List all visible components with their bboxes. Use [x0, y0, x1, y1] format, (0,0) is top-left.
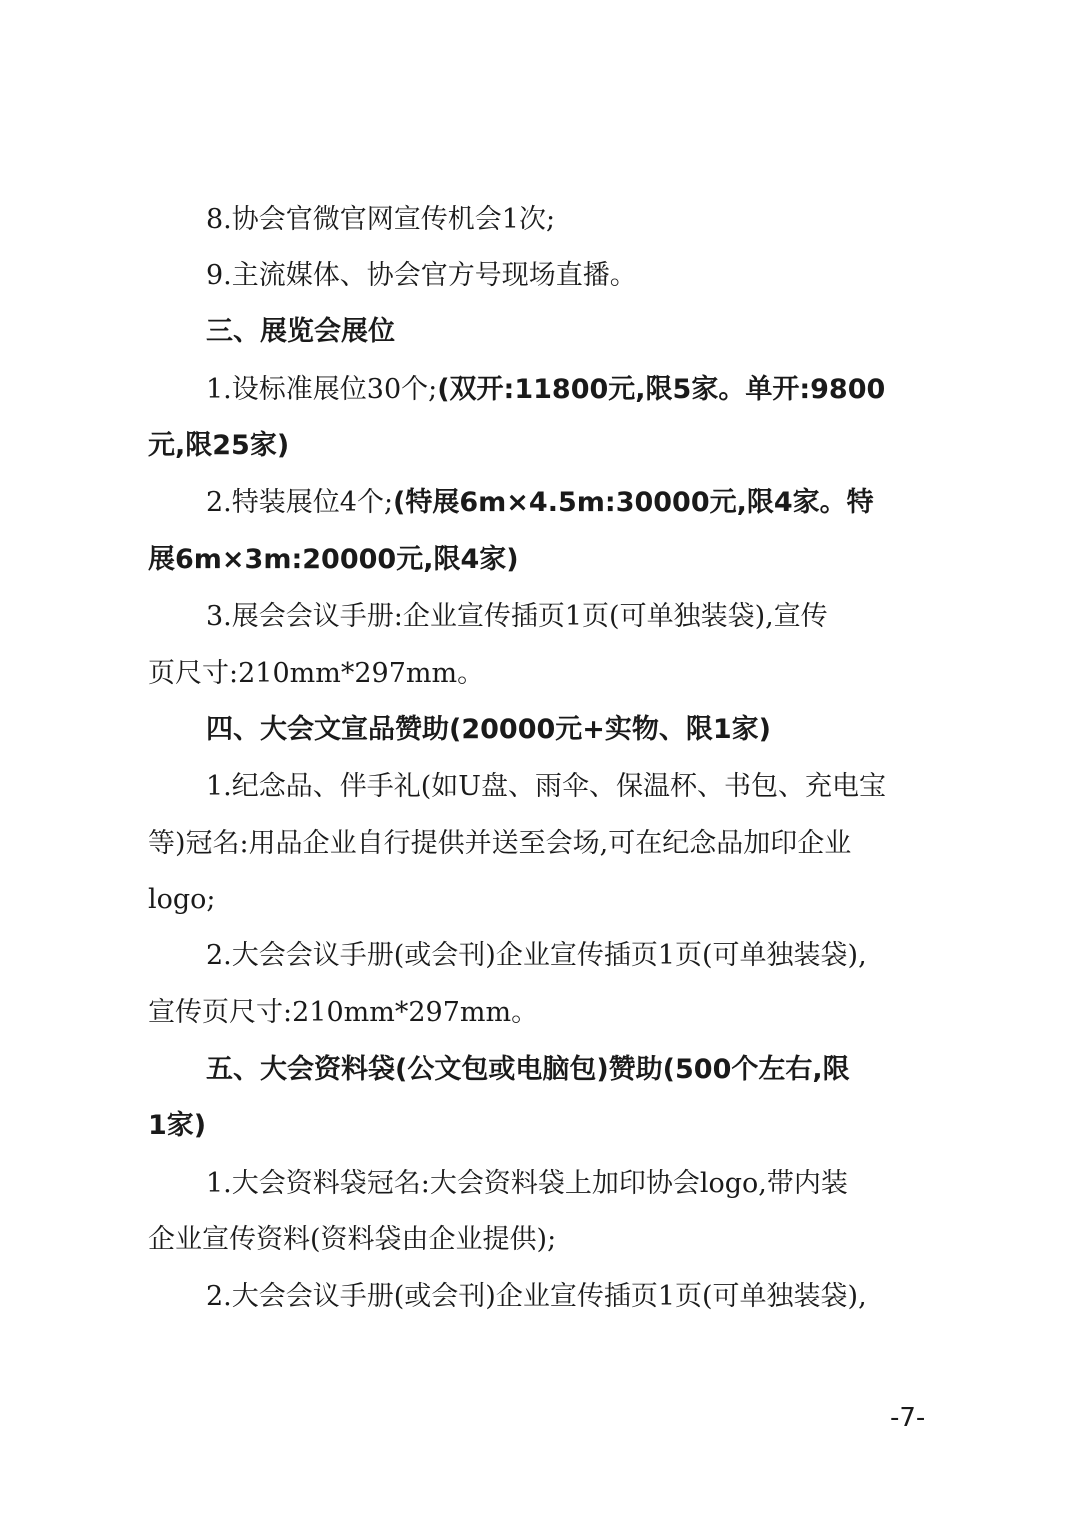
- section-3-item-1-cont: 元,限25家): [148, 430, 290, 461]
- section-5-item-2: 2.大会会议手册(或会刊)企业宣传插页1页(可单独装袋),: [206, 1281, 867, 1312]
- section-5-item-1-cont: 企业宣传资料(资料袋由企业提供);: [148, 1224, 557, 1255]
- section-5-heading: 五、大会资料袋(公文包或电脑包)赞助(500个左右,限: [206, 1054, 850, 1085]
- section-3-heading: 三、展览会展位: [206, 316, 395, 347]
- section-5-item-1: 1.大会资料袋冠名:大会资料袋上加印协会logo,带内装: [206, 1168, 848, 1199]
- section-4-item-1-cont2: logo;: [148, 884, 216, 915]
- section-3-item-2: [206, 483, 944, 523]
- item-8: 8.协会官微官网宣传机会1次;: [206, 204, 556, 235]
- section-3-item-2-text: 2.特装展位4个;: [206, 487, 394, 518]
- section-3-item-2-detail: (特展6m×4.5m:30000元,限4家。特: [393, 487, 874, 518]
- section-5-heading-cont: 1家): [148, 1110, 207, 1141]
- section-4-heading: 四、大会文宣品赞助(20000元+实物、限1家): [206, 714, 772, 745]
- section-4-item-2: 2.大会会议手册(或会刊)企业宣传插页1页(可单独装袋),: [206, 940, 867, 971]
- section-3-item-1-text: 1.设标准展位30个;: [206, 374, 438, 405]
- section-4-item-1-cont: 等)冠名:用品企业自行提供并送至会场,可在纪念品加印企业: [148, 828, 852, 859]
- item-9: 9.主流媒体、协会官方号现场直播。: [206, 260, 637, 291]
- section-4-item-2-cont: 宣传页尺寸:210mm*297mm。: [148, 997, 539, 1028]
- section-3-item-2-cont: 展6m×3m:20000元,限4家): [148, 544, 519, 575]
- section-4-item-1: 1.纪念品、伴手礼(如U盘、雨伞、保温杯、书包、充电宝: [206, 771, 887, 802]
- section-3-item-1-detail: (双开:11800元,限5家。单开:9800: [437, 374, 886, 405]
- page-number: -7-: [890, 1403, 926, 1433]
- section-3-item-3: 3.展会会议手册:企业宣传插页1页(可单独装袋),宣传: [206, 601, 828, 632]
- section-3-item-3-cont: 页尺寸:210mm*297mm。: [148, 658, 485, 689]
- section-3-item-1: [206, 370, 944, 410]
